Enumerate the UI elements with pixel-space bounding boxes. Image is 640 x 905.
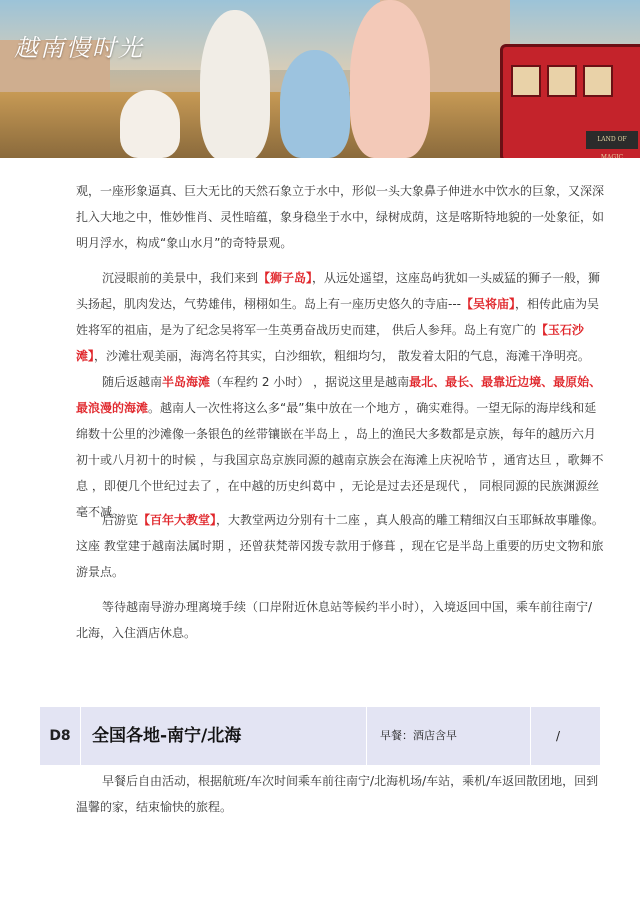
banner-person-boy [280,50,350,158]
day-meal-info: 早餐：酒店含早 [380,729,457,742]
paragraph-elephant-rock [76,178,604,256]
paragraph-text: 等待越南导游办理离境手续（口岸附近休息站等候约半小时），入境返回中国，乘车前往南宁/北海，入住酒店休息。 [76,600,593,640]
paragraph-text: 早餐后自由活动，根据航班/车次时间乘车前往南宁/北海机场/车站，乘机/车返回散团地，回到温馨的家，结束愉快的旅程。 [76,774,599,814]
paragraph-border-return [76,594,604,646]
brand-logo: 越南慢时光 [14,34,144,62]
paragraph-text: ，从远处遥望，这座岛屿犹如一头威猛的狮子一般，狮头扬起，肌肉发达，气势雄伟，栩栩如生。岛上有一座历史悠久的寺庙--- [76,271,601,311]
day-bar-divider [366,707,367,765]
paragraph-text: 。越南人一次性将这么多“最”集中放在一个地方 ，确实难得。一望无际的海岸线和延绵数十公里的沙滩像一条银色的丝带镶嵌在半岛上 ，岛上的渔民大多数都是京族，每年的越历六月初十或八月初十的时候 ，与我国京岛京族同源的越南京族会在海滩上庆祝哈节 ，通宵达旦 ，歌舞不息 ，即便几个世纪过去了 ，在中越的历史纠葛中 ，无论是过去还是现代 ， 同根同源的民族渊源丝毫不减。 [76,401,604,519]
paragraph-cathedral [76,507,604,585]
day-number: D8 [49,728,71,744]
day-bar-divider [80,707,81,765]
paragraph-text: 沉浸眼前的美景中，我们来到 [102,271,259,285]
paragraph-lion-island [76,265,604,369]
day-bar-divider [530,707,531,765]
highlight-cathedral: 【百年大教堂】 [138,513,217,527]
paragraph-text: 后游览 [102,513,139,527]
highlight-superlatives: 最北、最长、最靠近边境、最原始、最浪漫的海滩 [76,375,602,415]
header-banner [0,0,640,158]
paragraph-departure [76,768,604,820]
tram-sign: LAND OF MAGIC [586,131,638,149]
day-route-title: 全国各地-南宁/北海 [92,726,242,746]
banner-person-man [350,0,430,158]
highlight-general-temple: 【吴将庙】 [461,297,516,311]
highlight-peninsula-beach: 半岛海滩 [162,375,211,389]
paragraph-peninsula-beach [76,369,604,525]
highlight-jade-beach: 【玉石沙滩】 [76,323,584,363]
day-accommodation: / [556,729,561,743]
paragraph-text: 观，一座形象逼真、巨大无比的天然石象立于水中，形似一头大象鼻子伸进水中饮水的巨象，又深深扎入大地之中，惟妙惟肖、灵性暗蕴，象身稳坐于水中，绿树成荫，这是喀斯特地貌的一处象征，如明月浮水，构成“象山水月”的奇特景观。 [76,184,605,250]
banner-person-girl [120,90,180,158]
highlight-lion-island: 【狮子岛】 [258,271,313,285]
paragraph-text: ，相传此庙为吴姓将军的祖庙，是为了纪念吴将军一生英勇奋战历史而建， 供后人参拜。岛上有宽广的 [76,297,600,337]
paragraph-text: ，大教堂两边分别有十二座 ，真人般高的雕工精细汉白玉耶稣故事雕像。这座 教堂建于越南法属时期 ，还曾获梵蒂冈拨专款用于修葺 ，现在它是半岛上重要的历史文物和旅游景点。 [76,513,604,579]
paragraph-text: 随后返越南 [102,375,163,389]
paragraph-text: （车程约 2 小时） ，据说这里是越南 [210,375,410,389]
banner-person-woman [200,10,270,158]
paragraph-text: ，沙滩壮观美丽，海湾名符其实，白沙细软，粗细均匀， 散发着太阳的气息，海滩干净明亮。 [94,349,590,363]
